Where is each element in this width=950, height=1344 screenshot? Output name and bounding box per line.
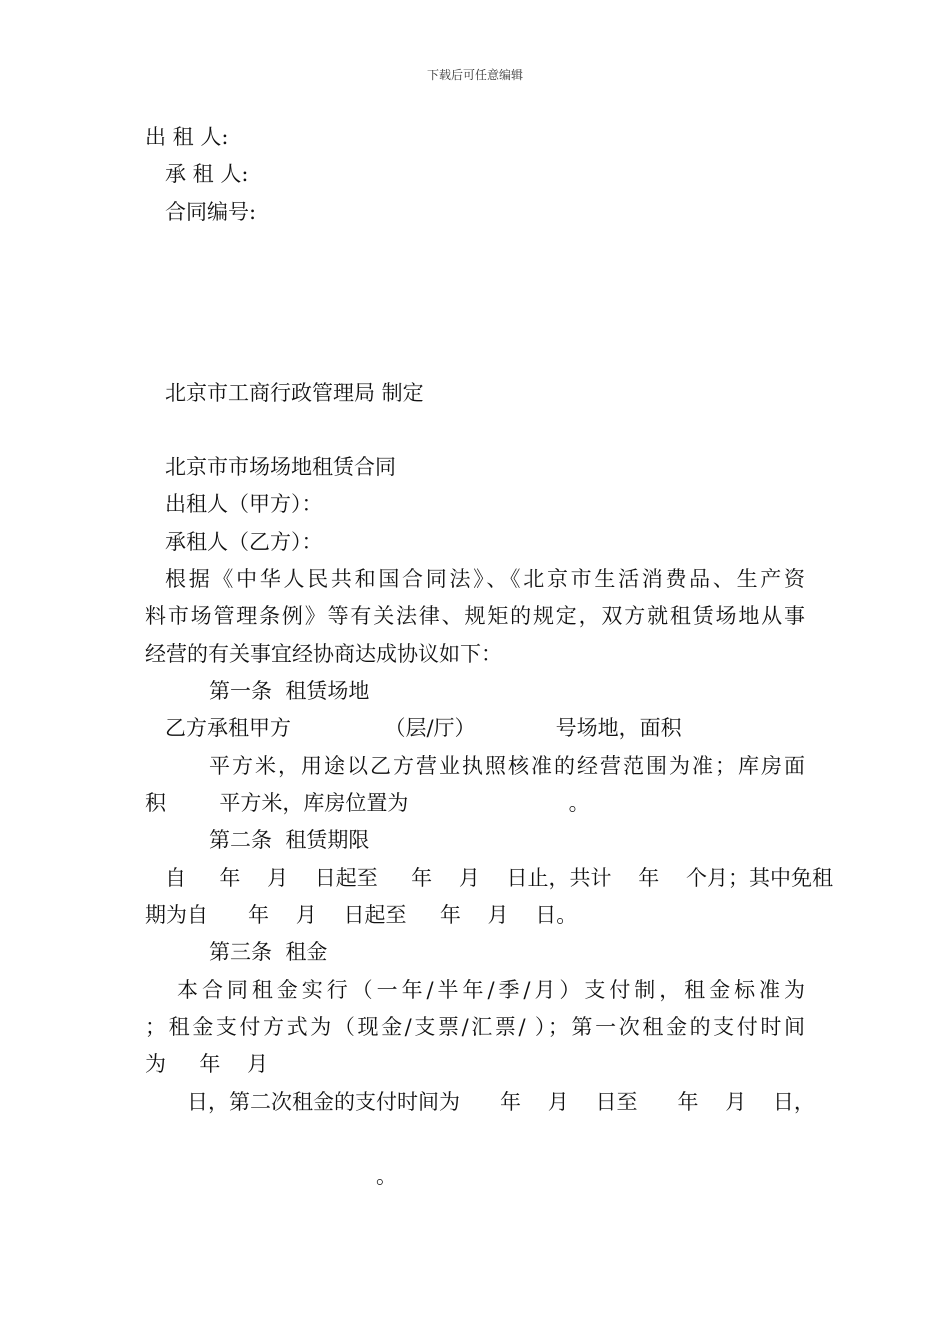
cover-issuer: 北京市工商行政管理局 制定 <box>165 381 424 405</box>
party-a-label: 出租人（甲方）： <box>165 492 323 516</box>
article-2-line-1: 自 年 月 日起至 年 月 日止，共计 年 个月；其中免租 <box>165 866 833 890</box>
article-3-line-5: 。 <box>376 1164 397 1188</box>
article-3-line-1: 本合同租金实行（一年/半年/季/月）支付制，租金标准为 <box>177 978 805 1002</box>
header-note: 下载后可任意编辑 <box>426 68 523 82</box>
article-1-line-2: 平方米，用途以乙方营业执照核准的经营范围为准；库房面 <box>209 754 805 778</box>
preamble-line-3: 经营的有关事宜经协商达成协议如下： <box>145 642 502 666</box>
article-2-line-2: 期为自 年 月 日起至 年 月 日。 <box>145 903 578 927</box>
article-3-line-2: ；租金支付方式为（现金/支票/汇票/ ）；第一次租金的支付时间 <box>145 1015 805 1039</box>
preamble-line-1: 根据《中华人民共和国合同法》、《北京市生活消费品、生产资 <box>165 567 805 591</box>
article-1-line-1: 乙方承租甲方 （层/厅） 号场地，面积 <box>165 716 682 740</box>
cover-lessee-label: 承 租 人: <box>165 162 249 186</box>
preamble-line-2: 料市场管理条例》等有关法律、规矩的规定，双方就租赁场地从事 <box>145 604 805 628</box>
article-2-title: 第二条 租赁期限 <box>209 828 370 852</box>
article-1-line-3: 积 平方米，库房位置为 。 <box>145 791 590 815</box>
article-3-line-3: 为 年 月 <box>145 1052 269 1076</box>
contract-title: 北京市市场场地租赁合同 <box>165 455 396 479</box>
article-3-title: 第三条 租金 <box>209 940 328 964</box>
party-b-label: 承租人（乙方）： <box>165 530 323 554</box>
article-1-title: 第一条 租赁场地 <box>209 679 370 703</box>
cover-lessor-label: 出 租 人: <box>145 125 229 149</box>
cover-contract-number-label: 合同编号: <box>165 200 257 224</box>
article-3-line-4: 日，第二次租金的支付时间为 年 月 日至 年 月 日， <box>187 1090 815 1114</box>
